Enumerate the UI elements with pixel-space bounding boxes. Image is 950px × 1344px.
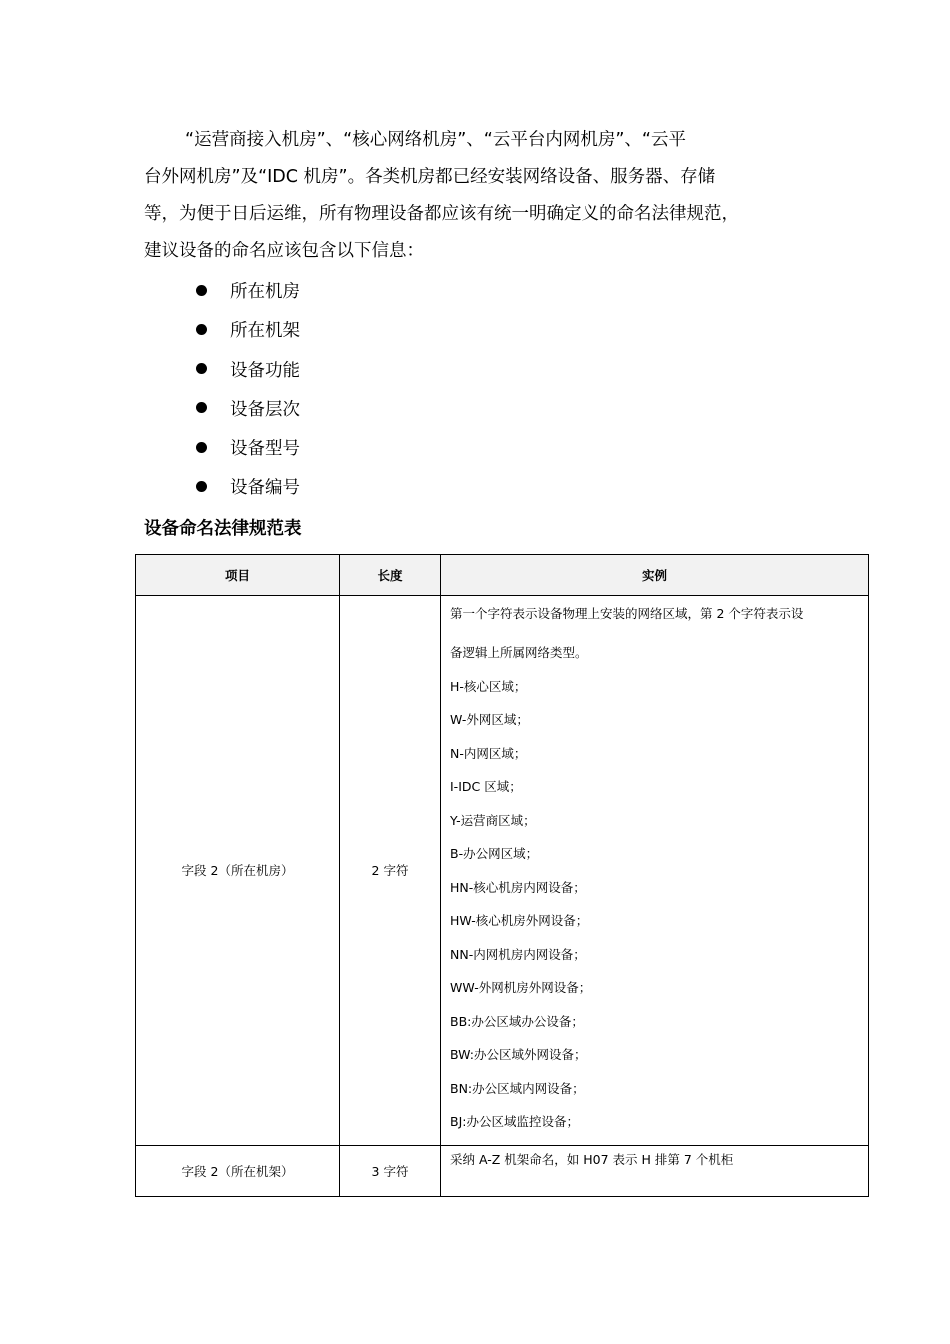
- bullet-icon: [196, 324, 207, 335]
- list-item-label: 设备功能: [230, 360, 300, 381]
- list-item: [196, 273, 300, 312]
- header-length: 长度: [340, 555, 441, 596]
- table-row: [136, 596, 869, 1146]
- bullet-icon: [196, 363, 207, 374]
- example-line: WW-外网机房外网设备；: [450, 980, 592, 995]
- intro-line: 建议设备的命名应该包含以下信息：: [144, 241, 424, 261]
- example-line: Y-运营商区域；: [450, 812, 536, 828]
- example-line: H-核心区域；: [450, 678, 527, 694]
- example-line: 第一个字符表示设备物理上安装的网络区域，第 2 个字符表示设: [450, 606, 804, 621]
- table-header-row: [136, 555, 869, 596]
- list-item: [196, 352, 300, 391]
- naming-info-list: [196, 273, 300, 509]
- naming-spec-table: [135, 554, 869, 1197]
- intro-paragraph: [144, 122, 812, 270]
- example-line: NN-内网机房内网设备；: [450, 946, 586, 962]
- list-item-label: 所在机架: [230, 321, 300, 342]
- example-line: BJ:办公区域监控设备；: [450, 1114, 579, 1129]
- header-example: 实例: [441, 555, 869, 596]
- cell-item: 字段 2（所在机房）: [136, 596, 340, 1146]
- example-line: HW-核心机房外网设备；: [450, 913, 589, 928]
- cell-item: 字段 2（所在机架）: [136, 1145, 340, 1196]
- cell-length: 2 字符: [340, 596, 441, 1146]
- list-item: [196, 391, 300, 430]
- example-line: 采纳 A-Z 机架命名，如 H07 表示 H 排第 7 个机柜: [450, 1151, 734, 1167]
- example-line: W-外网区域；: [450, 712, 529, 727]
- table-row: [136, 1145, 869, 1196]
- bullet-icon: [196, 481, 207, 492]
- intro-line: “运营商接入机房”、“核心网络机房”、“云平台内网机房”、“云平: [185, 130, 686, 150]
- table-title: 设备命名法律规范表: [144, 519, 302, 539]
- list-item-label: 所在机房: [230, 282, 300, 302]
- bullet-icon: [196, 402, 207, 413]
- example-line: B-办公网区域；: [450, 846, 539, 861]
- example-line: 备逻辑上所属网络类型。: [450, 645, 588, 660]
- intro-line: 台外网机房”及“IDC 机房”。各类机房都已经安装网络设备、服务器、存储: [144, 167, 716, 187]
- list-item: [196, 430, 300, 469]
- bullet-icon: [196, 442, 207, 453]
- list-item: [196, 469, 300, 508]
- cell-example: [441, 596, 869, 1146]
- example-line: BB:办公区域办公设备；: [450, 1013, 584, 1029]
- bullet-icon: [196, 285, 207, 296]
- example-line: HN-核心机房内网设备；: [450, 879, 586, 895]
- list-item: [196, 312, 300, 351]
- example-line: N-内网区域；: [450, 745, 527, 761]
- cell-example: [441, 1145, 869, 1196]
- cell-length: 3 字符: [340, 1145, 441, 1196]
- list-item-label: 设备型号: [230, 439, 300, 460]
- example-line: BW:办公区域外网设备；: [450, 1047, 587, 1062]
- example-line: I-IDC 区域；: [450, 779, 522, 794]
- list-item-label: 设备层次: [230, 399, 300, 420]
- list-item-label: 设备编号: [230, 478, 300, 499]
- intro-line: 等，为便于日后运维，所有物理设备都应该有统一明确定义的命名法律规范，: [144, 204, 739, 224]
- example-line: BN:办公区域内网设备；: [450, 1080, 585, 1096]
- header-item: 项目: [136, 555, 340, 596]
